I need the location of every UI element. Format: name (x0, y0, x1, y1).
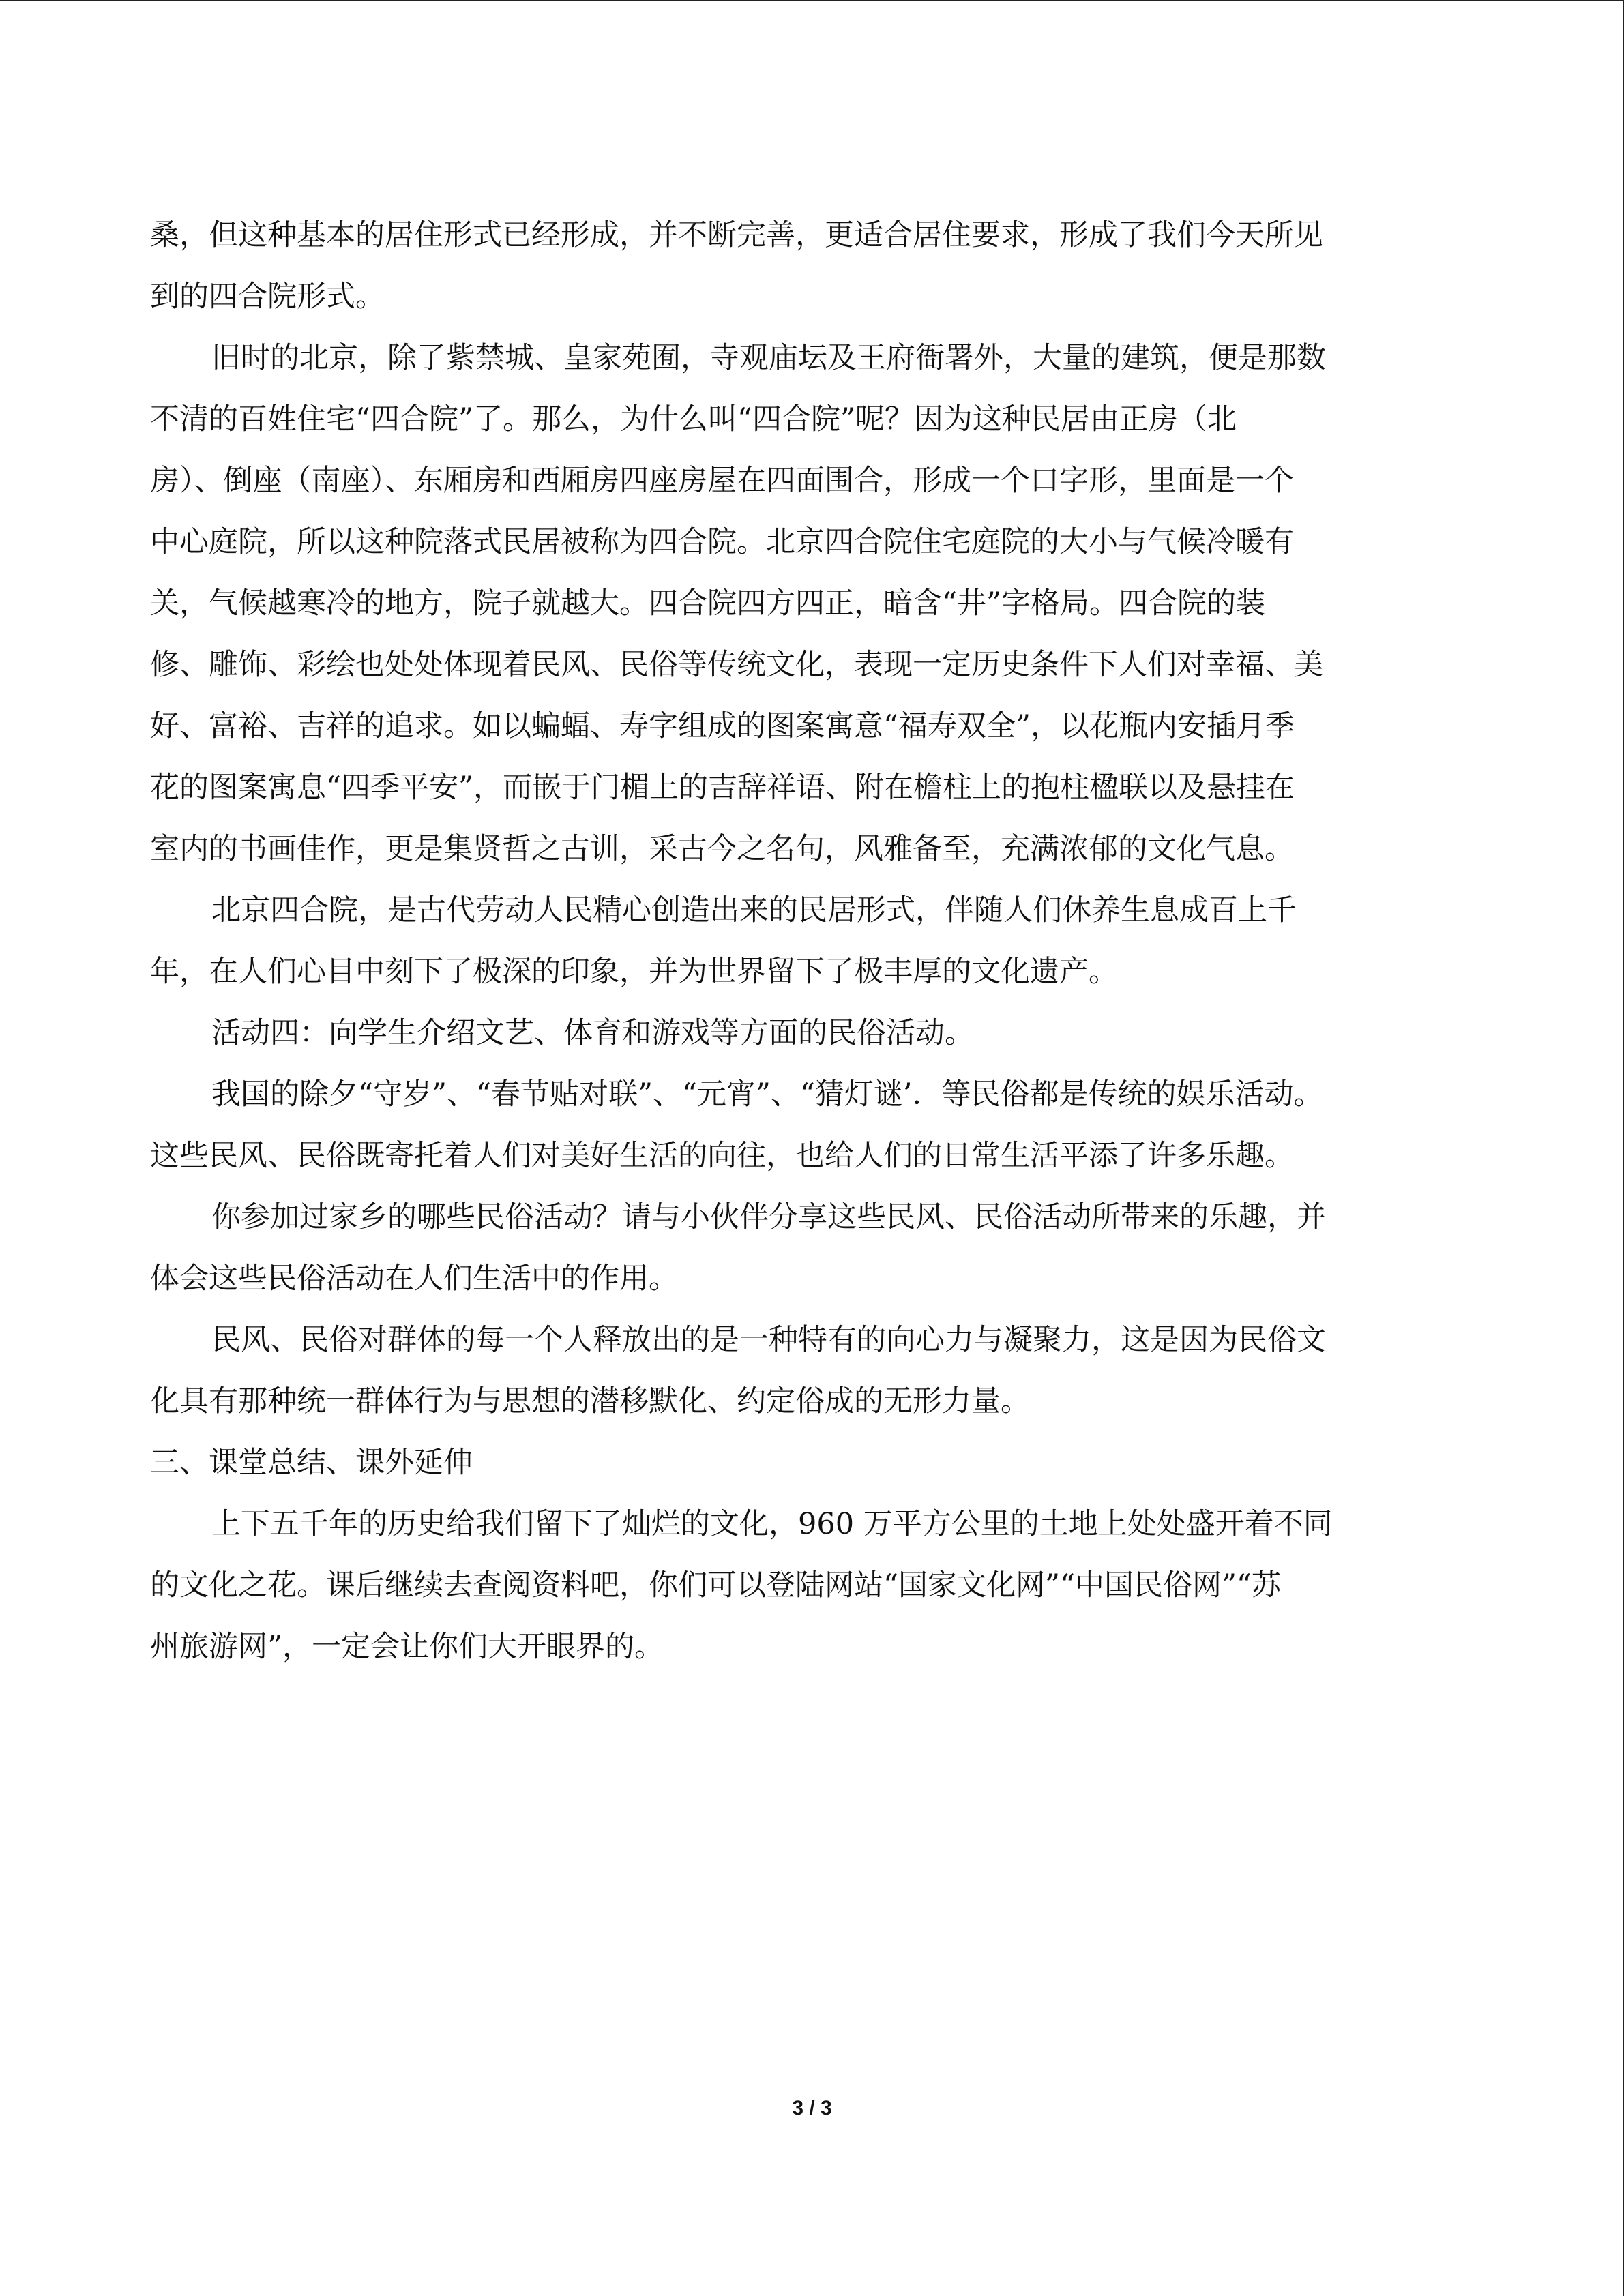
text-line: 州旅游网”，一定会让你们大开眼界的。 (150, 1630, 664, 1664)
text-line: 关，气候越寒冷的地方，院子就越大。四合院四方四正，暗含“井”字格局。四合院的装 (150, 586, 1265, 621)
paragraph-start-line: 北京四合院，是古代劳动人民精心创造出来的民居形式，伴随人们休养生息成百上千 (211, 893, 1297, 927)
paragraph-start-line: 上下五千年的历史给我们留下了灿烂的文化，960 万平方公里的土地上处处盛开着不同 (211, 1507, 1333, 1541)
text-line: 化具有那种统一群体行为与思想的潜移默化、约定俗成的无形力量。 (150, 1384, 1030, 1418)
text-line: 不清的百姓住宅“四合院”了。那么，为什么叫“四合院”呢？因为这种民居由正房（北 (150, 402, 1237, 436)
paragraph-start-line: 我国的除夕“守岁”、“春节贴对联”、“元宵”、“猜灯谜’．等民俗都是传统的娱乐活动。 (211, 1077, 1323, 1112)
paragraph-start-line: 你参加过家乡的哪些民俗活动？请与小伙伴分享这些民风、民俗活动所带来的乐趣，并 (211, 1200, 1326, 1234)
paragraph-start-line: 旧时的北京，除了紫禁城、皇家苑囿，寺观庙坛及王府衙署外，大量的建筑，便是那数 (211, 341, 1326, 375)
text-line: 桑，但这种基本的居住形式已经形成，并不断完善，更适合居住要求，形成了我们今天所见 (150, 218, 1323, 252)
text-line: 好、富裕、吉祥的追求。如以蝙蝠、寿字组成的图案寓意“福寿双全”，以花瓶内安插月季 (150, 709, 1295, 743)
page-number: 3 / 3 (792, 2097, 832, 2119)
text-line: 年，在人们心目中刻下了极深的印象，并为世界留下了极丰厚的文化遗产。 (150, 955, 1118, 989)
text-line: 到的四合院形式。 (150, 280, 385, 314)
section-heading: 三、课堂总结、课外延伸 (150, 1446, 473, 1480)
text-line: 中心庭院，所以这种院落式民居被称为四合院。北京四合院住宅庭院的大小与气候冷暖有 (150, 525, 1294, 559)
activity-heading: 活动四：向学生介绍文艺、体育和游戏等方面的民俗活动。 (211, 1016, 974, 1050)
text-line: 修、雕饰、彩绘也处处体现着民风、民俗等传统文化，表现一定历史条件下人们对幸福、美 (150, 648, 1323, 682)
paragraph-start-line: 民风、民俗对群体的每一个人释放出的是一种特有的向心力与凝聚力，这是因为民俗文 (211, 1323, 1326, 1357)
text-line: 体会这些民俗活动在人们生活中的作用。 (150, 1262, 678, 1296)
text-line: 的文化之花。课后继续去查阅资料吧，你们可以登陆网站“国家文化网”“中国民俗网”“苏 (150, 1568, 1281, 1602)
text-line: 这些民风、民俗既寄托着人们对美好生活的向往，也给人们的日常生活平添了许多乐趣。 (150, 1139, 1294, 1173)
text-line: 花的图案寓息“四季平安”，而嵌于门楣上的吉辞祥语、附在檐柱上的抱柱楹联以及悬挂在 (150, 771, 1295, 805)
text-line: 房）、倒座（南座）、东厢房和西厢房四座房屋在四面围合，形成一个口字形，里面是一个 (150, 464, 1294, 498)
text-line: 室内的书画佳作，更是集贤哲之古训，采古今之名句，风雅备至，充满浓郁的文化气息。 (150, 832, 1294, 866)
